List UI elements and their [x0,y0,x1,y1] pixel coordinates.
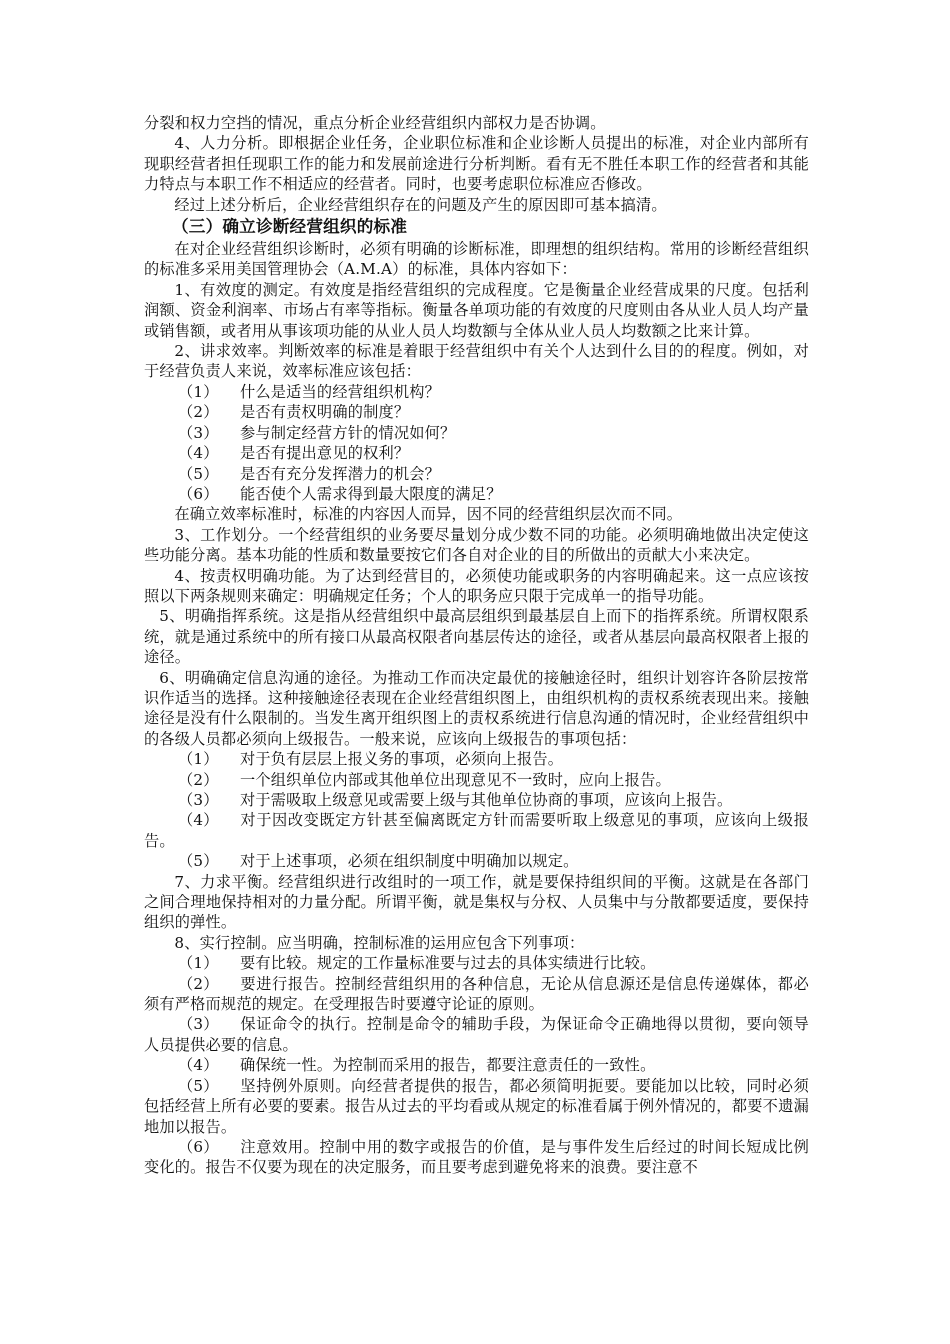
list-item: （5） 是否有充分发挥潜力的机会？ [178,464,441,483]
list-item: （5） 坚持例外原则。向经营者提供的报告，都必须简明扼要。要能加以比较，同时必须包括经营上所有必要的要素。报告从过去的平均看或从规定的标准看属于例外情况的，都要不遗漏地加以报告。 [144,1076,809,1136]
section-heading: （三）确立诊断经营组织的标准 [172,217,408,237]
list-item: （3） 参与制定经营方针的情况如何？ [178,423,456,442]
list-item: （2） 是否有责权明确的制度？ [178,403,410,422]
paragraph-work-division: 3、工作划分。一个经营组织的业务要尽量划分成少数不同的功能。必须明确地做出决定使这些功能分离。基本功能的性质和数量要按它们各自对企业的目的所做出的贡献大小来决定。 [144,525,809,565]
efficiency-list [144,382,809,504]
list-item: （3） 对于需吸取上级意见或需要上级与其他单位协商的事项，应该向上报告。 [178,791,733,809]
list-item: （3） 保证命令的执行。控制是命令的辅助手段，为保证命令正确地得以贯彻，要向领导人员提供必要的信息。 [144,1015,809,1054]
list-item: （1） 什么是适当的经营组织机构？ [178,382,441,401]
paragraph: 经过上述分析后，企业经营组织存在的问题及产生的原因即可基本搞清。 [174,195,667,214]
list-item: （1） 要有比较。规定的工作量标准要与过去的具体实绩进行比较。 [178,954,656,973]
list-item: （1） 对于负有层层上报义务的事项，必须向上报告。 [178,750,564,769]
document-page [144,113,809,1178]
paragraph: 分裂和权力空挡的情况，重点分析企业经营组织内部权力是否协调。 [144,114,606,132]
paragraph-control: 8、实行控制。应当明确，控制标准的运用应包含下列事项： [174,933,585,952]
list-item: （2） 一个组织单位内部或其他单位出现意见不一致时，应向上报告。 [178,770,671,789]
paragraph-efficiency: 2、讲求效率。判断效率的标准是着眼于经营组织中有关个人达到什么目的的程度。例如，对于经营负责人来说，效率标准应该包括： [144,342,809,381]
paragraph-balance: 7、力求平衡。经营组织进行改组时的一项工作，就是要保持组织间的平衡。这就是在各部门之间合理地保持相对的力量分配。所谓平衡，就是集权与分权、人员集中与分散都要适度，要保持组织的弹性。 [144,872,809,932]
list-item: （6） 注意效用。控制中用的数字或报告的价值，是与事件发生后经过的时间长短成比例变化的。报告不仅要为现在的决定服务，而且要考虑到避免将来的浪费。要注意不 [144,1137,809,1177]
report-list [144,749,809,871]
list-item: （5） 对于上述事项，必须在组织制度中明确加以规定。 [178,852,579,871]
list-item: （4） 确保统一性。为控制而采用的报告，都要注意责任的一致性。 [178,1056,656,1075]
list-item: （4） 是否有提出意见的权利？ [178,444,410,463]
control-list [144,953,809,1177]
paragraph-communication: 6、明确确定信息沟通的途径。为推动工作而决定最优的接触途径时，组织计划容许各阶层按常识作适当的选择。这种接触途径表现在企业经营组织图上，由组织机构的责权系统表现出来。接触途径是没有什么限制的。当发生离开组织图上的责权系统进行信息沟通的情况时，企业经营组织中的各级人员都必须向上级报告。一般来说，应该向上级报告的事项包括： [144,668,809,748]
paragraph-intro: 在对企业经营组织诊断时，必须有明确的诊断标准，即理想的组织结构。常用的诊断经营组织的标准多采用美国管理协会（A.M.A）的标准，具体内容如下： [144,240,809,279]
paragraph-manpower-analysis: 4、人力分析。即根据企业任务，企业职位标准和企业诊断人员提出的标准，对企业内部所有现职经营者担任现职工作的能力和发展前途进行分析判断。看有无不胜任本职工作的经营者和其能力特点与本职工作不相适应的经营者。同时，也要考虑职位标准应否修改。 [144,134,809,194]
list-item: （4） 对于因改变既定方针甚至偏离既定方针而需要听取上级意见的事项，应该向上级报告。 [144,811,809,850]
paragraph-effectiveness: 1、有效度的测定。有效度是指经营组织的完成程度。它是衡量企业经营成果的尺度。包括利润额、资金利润率、市场占有率等指标。衡量各单项功能的有效度的尺度则由各从业人员人均产量或销售额，或者用从事该项功能的从业人员人均数额与全体从业人员人均数额之比来计算。 [144,280,809,340]
paragraph-command-system: 5、明确指挥系统。这是指从经营组织中最高层组织到最基层自上而下的指挥系统。所谓权限系统，就是通过系统中的所有接口从最高权限者向基层传达的途径，或者从基层向最高权限者上报的途径。 [144,607,809,667]
paragraph: 在确立效率标准时，标准的内容因人而异，因不同的经营组织层次而不同。 [174,505,683,524]
list-item: （2） 要进行报告。控制经营组织用的各种信息，无论从信息源还是信息传递媒体，都必须有严格而规范的规定。在受理报告时要遵守论证的原则。 [144,974,809,1014]
list-item: （6） 能否使个人需求得到最大限度的满足？ [178,484,502,503]
paragraph-responsibility: 4、按责权明确功能。为了达到经营目的，必须使功能或职务的内容明确起来。这一点应该按照以下两条规则来确定：明确规定任务；个人的职务应只限于完成单一的指导功能。 [144,566,809,605]
